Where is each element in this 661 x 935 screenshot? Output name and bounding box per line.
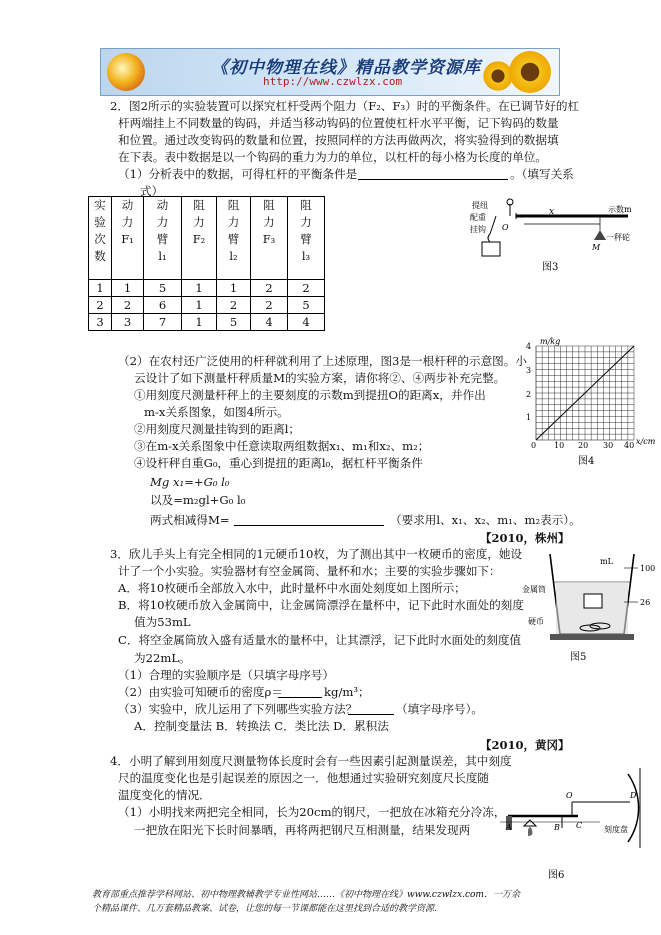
footer-line-2: 个精品课件、几万套精品教案、试卷，让您的每一节课都能在这里找到合适的教学资源． xyxy=(92,904,444,914)
figure-5-cup xyxy=(520,548,660,666)
fig4-xlabel: x/cm xyxy=(636,437,656,446)
fig4-xtick: 40 xyxy=(624,441,635,450)
q3-sub3-tail: （填字母序号）。 xyxy=(396,702,483,716)
q2-para-line-4: 在下表。表中数据是以一个钩码的重力为力的单位，以杠杆的每小格为长度的单位。 xyxy=(118,150,547,164)
fig6-label-a: A xyxy=(506,823,512,832)
q2-sub2-eq-2: 以及=m₂gl+G₀ l₀ xyxy=(150,493,246,507)
q4-line-1: 4．小明了解到用刻度尺测量物体长度时会有一些因素引起测量误差，其中刻度 xyxy=(110,754,512,768)
q3-sub3: （3）实验中，欣儿运用了下列哪些实验方法？ xyxy=(118,702,358,716)
q3-line-6: C．将空金属筒放入盛有适量水的量杯中，让其漂浮，记下此时水面处的刻度值 xyxy=(118,633,522,647)
fig4-xtick: 0 xyxy=(531,441,537,450)
fig6-label-o: O xyxy=(566,791,573,800)
table-header-cell: 动 力 臂 l₁ xyxy=(144,197,182,280)
q2-sub1-text: （1）分析表中的数据，可得杠杆的平衡条件是 xyxy=(118,167,358,181)
q3-line-1: 3．欣儿手头上有完全相同的1元硬币10枚，为了测出其中一枚硬币的密度，她设 xyxy=(110,547,523,561)
figure-6-apparatus xyxy=(500,764,660,884)
fig6-label-d: D xyxy=(630,791,637,800)
q4-line-3: 温度变化的情况． xyxy=(118,788,211,802)
q4-line-4: （1）小明找来两把完全相同，长为20cm的钢尺，一把放在冰箱充分冷冻， xyxy=(118,805,506,819)
header-banner xyxy=(100,48,560,96)
fig5-caption: 图5 xyxy=(570,652,587,663)
site-logo xyxy=(107,53,145,91)
fig4-ytick: 3 xyxy=(526,366,532,375)
table-row: 2 2 6 1 2 2 5 xyxy=(89,297,325,314)
table-header-cell: 阻 力 F₂ xyxy=(182,197,217,280)
q3-line-5: 值为53mL xyxy=(134,615,191,629)
q4-line-2: 尺的温度变化也是引起误差的原因之一．他想通过实验研究刻度尺长度随 xyxy=(118,771,490,785)
table-header-row xyxy=(89,197,325,280)
q3-line-4: B．将10枚硬币放入金属筒中，让金属筒漂浮在量杯中，记下此时水面处的刻度 xyxy=(118,598,524,612)
fig4-ylabel: m/kg xyxy=(540,337,561,346)
data-table xyxy=(88,196,325,331)
fig4-xtick: 30 xyxy=(603,441,614,450)
fig4-ytick: 2 xyxy=(526,390,532,399)
table-row: 3 3 7 1 5 4 4 xyxy=(89,314,325,331)
q2-sub2-requirement: （要求用l、x₁、x₂、m₁、m₂表示）。 xyxy=(390,513,581,527)
q3-source: 【2010，黄冈】 xyxy=(480,738,570,752)
q2-source: 【2010，株州】 xyxy=(480,531,570,545)
fig4-ytick: 1 xyxy=(526,413,532,422)
fig3-label-m: M xyxy=(592,243,601,252)
fig4-ytick: 4 xyxy=(526,342,532,351)
fig5-label-100: 100 xyxy=(640,564,656,573)
fig6-label-b: B xyxy=(554,823,560,832)
table-header-cell: 阻 力 臂 l₂ xyxy=(217,197,251,280)
q2-sub2-line-2: 云设计了如下测量杆秤质量M的实验方案，请你将②、④两步补充完整。 xyxy=(134,371,506,385)
fig6-label-dial: 刻度盘 xyxy=(604,825,628,834)
fig4-xtick: 20 xyxy=(578,441,589,450)
q4-line-5: 一把放在阳光下长时间暴晒，再将两把钢尺互相测量，结果发现两 xyxy=(134,823,471,837)
q2-sub1-tail2: 式） xyxy=(140,184,164,198)
fig3-label-shishu: 示数m xyxy=(608,205,632,214)
table-header-cell: 实 验 次 数 xyxy=(89,197,112,280)
q2-sub2-line-6: ③在m-x关系图象中任意读取两组数据x₁、m₁和x₂、m₂； xyxy=(134,439,430,453)
figure-3-steelyard xyxy=(468,194,648,276)
q2-para-line-1: 2．图2所示的实验装置可以探究杠杆受两个阻力（F₂、F₃）时的平衡条件。在已调节好的杠 xyxy=(110,99,580,113)
q2-sub2-eq-1: Mg x₁=+G₀ l₀ xyxy=(150,475,230,489)
q2-sub2-line-1: （2）在农村还广泛使用的杆秤就利用了上述原理，图3是一根杆秤的示意图。小 xyxy=(118,354,527,368)
fig3-caption: 图3 xyxy=(542,262,559,273)
site-url: http://www.czwlzx.com xyxy=(263,75,403,88)
fig3-label-guagou: 挂钩 xyxy=(470,225,486,234)
q2-sub2-line-5: ②用刻度尺测量挂钩到的距离l； xyxy=(134,422,301,436)
fig3-label-tiniu: 提纽 xyxy=(472,201,488,210)
q3-line-2: 计了一个小实验。实验器材有空金属筒、量杯和水；主要的实验步骤如下： xyxy=(118,564,501,578)
q3-line-7: 为22mL。 xyxy=(134,651,191,665)
answer-blank xyxy=(278,697,322,698)
q2-sub2-result: 两式相减得M= xyxy=(150,513,230,527)
q3-sub2-unit: kg/m³； xyxy=(324,685,370,699)
q3-line-3: A．将10枚硬币全部放入水中，此时量杯中水面处刻度如上图所示； xyxy=(118,581,466,595)
fig3-label-chengtuo: 一秤砣 xyxy=(606,233,630,242)
answer-blank xyxy=(234,525,384,526)
q2-sub2-line-3: ①用刻度尺测量杆秤上的主要刻度的示数m到提扭O的距离x，并作出 xyxy=(134,388,486,402)
fig5-label-can: 金属筒 xyxy=(522,585,546,594)
table-header-cell: 阻 力 F₃ xyxy=(251,197,288,280)
sunflower-icon xyxy=(509,51,551,93)
fig3-label-x: x xyxy=(549,207,555,217)
fig4-caption: 图4 xyxy=(578,456,595,467)
q2-sub1-tail: 。（填写关系 xyxy=(510,167,574,181)
q2-sub2-line-7: ④设杆秤自重G₀，重心到提扭的距离l₀，据杠杆平衡条件 xyxy=(134,456,423,470)
answer-blank xyxy=(358,179,508,180)
figure-4-graph xyxy=(518,336,660,476)
q3-sub2: （2）由实验可知硬币的密度ρ＝ xyxy=(118,685,283,699)
fig3-label-peizhong: 配重 xyxy=(470,213,486,222)
fig6-caption: 图6 xyxy=(548,870,565,881)
fig5-label-ml: mL xyxy=(600,557,613,566)
fig5-label-26: 26 xyxy=(640,598,651,607)
q3-sub1: （1）合理的实验顺序是（只填字母序号） xyxy=(118,668,335,682)
q2-para-line-3: 和位置。通过改变钩码的数量和位置，按照同样的方法再做两次，将实验得到的数据填 xyxy=(118,133,559,147)
table-row: 1 1 5 1 1 2 2 xyxy=(89,280,325,297)
q2-para-line-2: 杆两端挂上不同数量的钩码，并适当移动钩码的位置使杠杆水平平衡，记下钩码的数量 xyxy=(118,116,559,130)
fig5-label-coins: 硬币 xyxy=(528,617,544,626)
q2-sub2-line-4: m-x关系图象，如图4所示。 xyxy=(144,405,289,419)
table-header-cell: 阻 力 臂 l₃ xyxy=(288,197,325,280)
q3-options: A．控制变量法 B．转换法 C．类比法 D．累积法 xyxy=(134,719,389,733)
fig4-xtick: 10 xyxy=(554,441,565,450)
fig6-label-c: C xyxy=(576,821,583,830)
footer-line-1: 教育部重点推荐学科网站、初中物理教辅教学专业性网站……《初中物理在线》www.czwlzx.com．一万余 xyxy=(92,890,520,900)
answer-blank xyxy=(348,714,394,715)
site-title: 《初中物理在线》精品教学资源库 xyxy=(211,58,481,78)
table-header-cell: 动 力 F₁ xyxy=(112,197,144,280)
fig3-label-o: O xyxy=(502,223,509,232)
page-footer xyxy=(92,888,597,916)
